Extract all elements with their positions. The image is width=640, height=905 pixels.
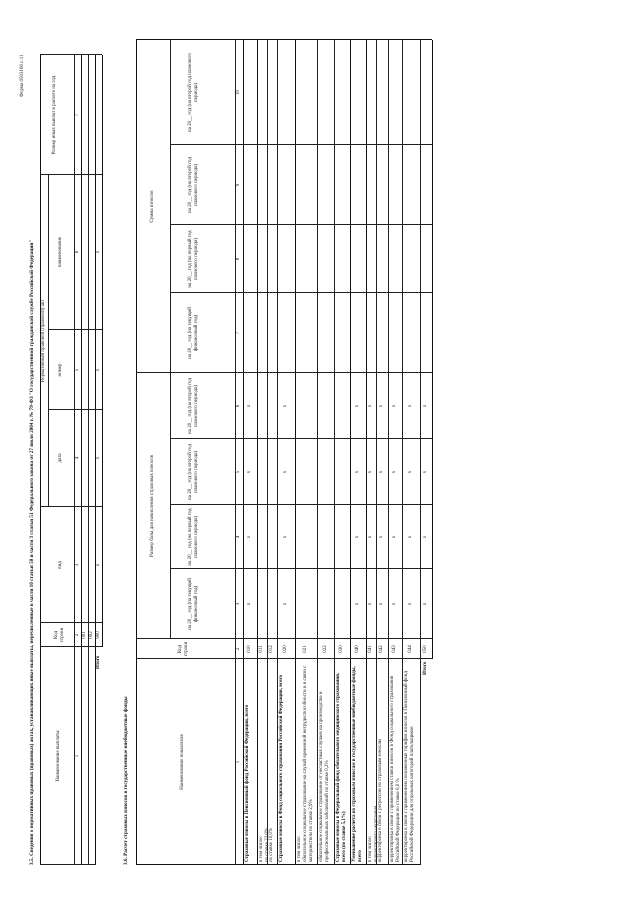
table-row-name: Страховые взносы в Федеральный фонд обязательного медицинского страхования, всего (по ставке 5,1%) [336,672,347,862]
col-number: 5 [236,470,241,474]
table-cell-mark: x [392,404,397,408]
total-date-mark: x [96,456,101,460]
table-row-name: обязательное социальное страхование от несчастных случаев на производстве и профессиональных заболеваний по ставке 0,2% [319,691,330,862]
table-cell-mark: x [368,470,373,474]
form-label: Форма 0503160 с.11 [20,54,25,97]
table-cell-mark: x [283,535,288,539]
col-header-indicator-name: Наименование показателя [180,734,185,790]
col-number: 6 [75,250,80,254]
table-row-code: 001 [82,631,87,639]
col-number: 2 [236,647,241,651]
col-header-code: Код строки [54,627,65,643]
table-cell-mark: x [355,602,360,606]
table-cell-mark: x [408,470,413,474]
table-cell-mark: x [355,404,360,408]
col-header-payment-name: Наименование выплаты [56,730,61,782]
table-cell-mark: x [379,470,384,474]
table-row-code: 030 [339,645,344,653]
table-cell-mark: x [355,470,360,474]
table-cell-mark: x [368,602,373,606]
col-number: 6 [236,404,241,408]
total-mark: x [423,404,428,408]
table-row-code: 011 [259,645,264,653]
table-row-code: 012 [269,645,274,653]
table-cell-mark: x [355,535,360,539]
table-cell-mark: x [408,404,413,408]
table-row-code: 042 [379,645,384,653]
col-number: 7 [236,331,241,335]
col-header-period: на 20__ год (на второй год планового периода) [188,378,199,434]
col-header-base-group: Размер базы для начисления страховых взносов [150,455,155,557]
table-row-code: 022 [322,645,328,653]
table-cell-mark: x [392,535,397,539]
col-header-period: на 20__ год (на второй год планового периода) [188,53,199,132]
col-header-act-group: Нормативный правовой (правовой) акт [41,299,46,383]
col-header-title: наименование [58,236,63,268]
col-header-date: дата [58,453,63,463]
col-number: 8 [236,257,241,261]
table-cell-mark: x [247,404,252,408]
table-row-code: 010 [247,645,252,653]
total-label: Итого [423,661,428,675]
total-kind-mark: x [96,563,101,567]
table-row-code: 021 [303,645,308,653]
total-mark: x [423,535,428,539]
col-header-period: на 20__ год (на второй год планового периода) [188,157,199,213]
table-cell-mark: x [368,535,373,539]
table-cell-mark: x [379,602,384,606]
table-cell-mark: x [283,602,288,606]
col-number: 4 [75,456,80,460]
table-row-name: в том числе: по ставке 22,0% [259,827,270,862]
table-row-code: 043 [392,645,397,653]
table-row-code: 041 [368,645,373,653]
col-number: 7 [75,113,80,117]
col-header-size: Размер иных выплат в расчете на год [52,75,57,155]
col-number: 1 [236,760,241,764]
table-row-code: 044 [408,645,413,653]
section-b-title: 3.6. Расчет страховых взносов в государственные внебюджетные фонды [123,696,129,865]
table-row-name: по ставке 10,0% [269,827,274,862]
table-row-name: в том числе: обязательное социальное страхование на случай временной нетрудоспособности и в связи с материнством по ставке 2,9% [297,665,314,862]
col-header-code: Код строки [178,641,189,657]
table-row-code: 040 [355,645,360,653]
table-cell-mark: x [392,602,397,606]
col-number: 3 [75,563,80,567]
table-cell-mark: x [379,535,384,539]
col-header-period: на 20__ год (на первый год планового периода) [188,508,199,566]
table-cell-mark: x [379,404,384,408]
total-code: 900 [96,631,101,639]
col-number: 2 [75,633,80,637]
col-number: 5 [75,368,80,372]
total-code: 050 [423,645,428,653]
table-row-name: корректировка в связи с применением пониженных тарифов взносов в Пенсионный фонд Российской Федерации для отдельных категорий плательщиков [404,671,415,862]
table-cell-mark: x [283,404,288,408]
table-cell-mark: x [368,404,373,408]
col-header-period: на 20__ год (на первый год планового периода) [188,230,199,288]
total-label: Итого [96,655,101,669]
table-cell-mark: x [283,470,288,474]
table-cell-mark: x [392,470,397,474]
table-row-name: Страховые взносы в Фонд социального страхования Российской Федерации, всего [279,674,284,862]
table-row-code: 020 [283,645,288,653]
col-number: 4 [236,535,241,539]
total-mark: x [423,470,428,474]
table-cell-mark: x [247,602,252,606]
col-number: 1 [75,754,80,758]
table-cell-mark: x [247,470,252,474]
section-a-title: 3.5. Сведения о нормативных правовых (правовых) актах, устанавливающих иные выплаты, перечисленные в части 10 статьи 50 и части 3 статьи 51 Федерального закона от 27 июля 2004 г. № 79-ФЗ "О государственной гражданской службе Российской Федерации" [29,239,35,865]
table-row-name: Страховые взносы в Пенсионный фонд Российской Федерации, всего [245,704,250,862]
table-row-name: в том числе: корректировка округления [368,805,379,862]
total-number-mark: x [96,368,101,372]
table-row-name: корректировка в связи с применением ставки взносов в Фонд социального страхования Российской Федерации по ставке 0,0 % [390,675,401,862]
col-header-sum-group: Сумма взносов [150,190,155,223]
table-row-name: корректировка в связи с регрессом по страховым взносам [378,739,383,862]
table-cell-mark: x [408,602,413,606]
table-row-name: Уменьшение расчета по страховым взносам в государственные внебюджетные фонды, всего [352,666,363,862]
table-row-code: 002 [89,631,94,639]
col-header-period: на 20__ год (на второй год планового периода) [188,444,199,500]
col-number: 9 [236,183,241,187]
total-mark: x [423,602,428,606]
total-title-mark: x [96,250,101,254]
table-cell-mark: x [247,535,252,539]
col-number: 3 [236,602,241,606]
col-header-kind: вид [58,561,63,569]
col-header-period: на 20__ год (на текущий финансовый год) [188,578,199,630]
col-number: 10 [236,90,241,95]
col-header-period: на 20__ год (на текущий финансовый год) [188,307,199,359]
col-header-number: номер [58,363,63,377]
table-cell-mark: x [408,535,413,539]
